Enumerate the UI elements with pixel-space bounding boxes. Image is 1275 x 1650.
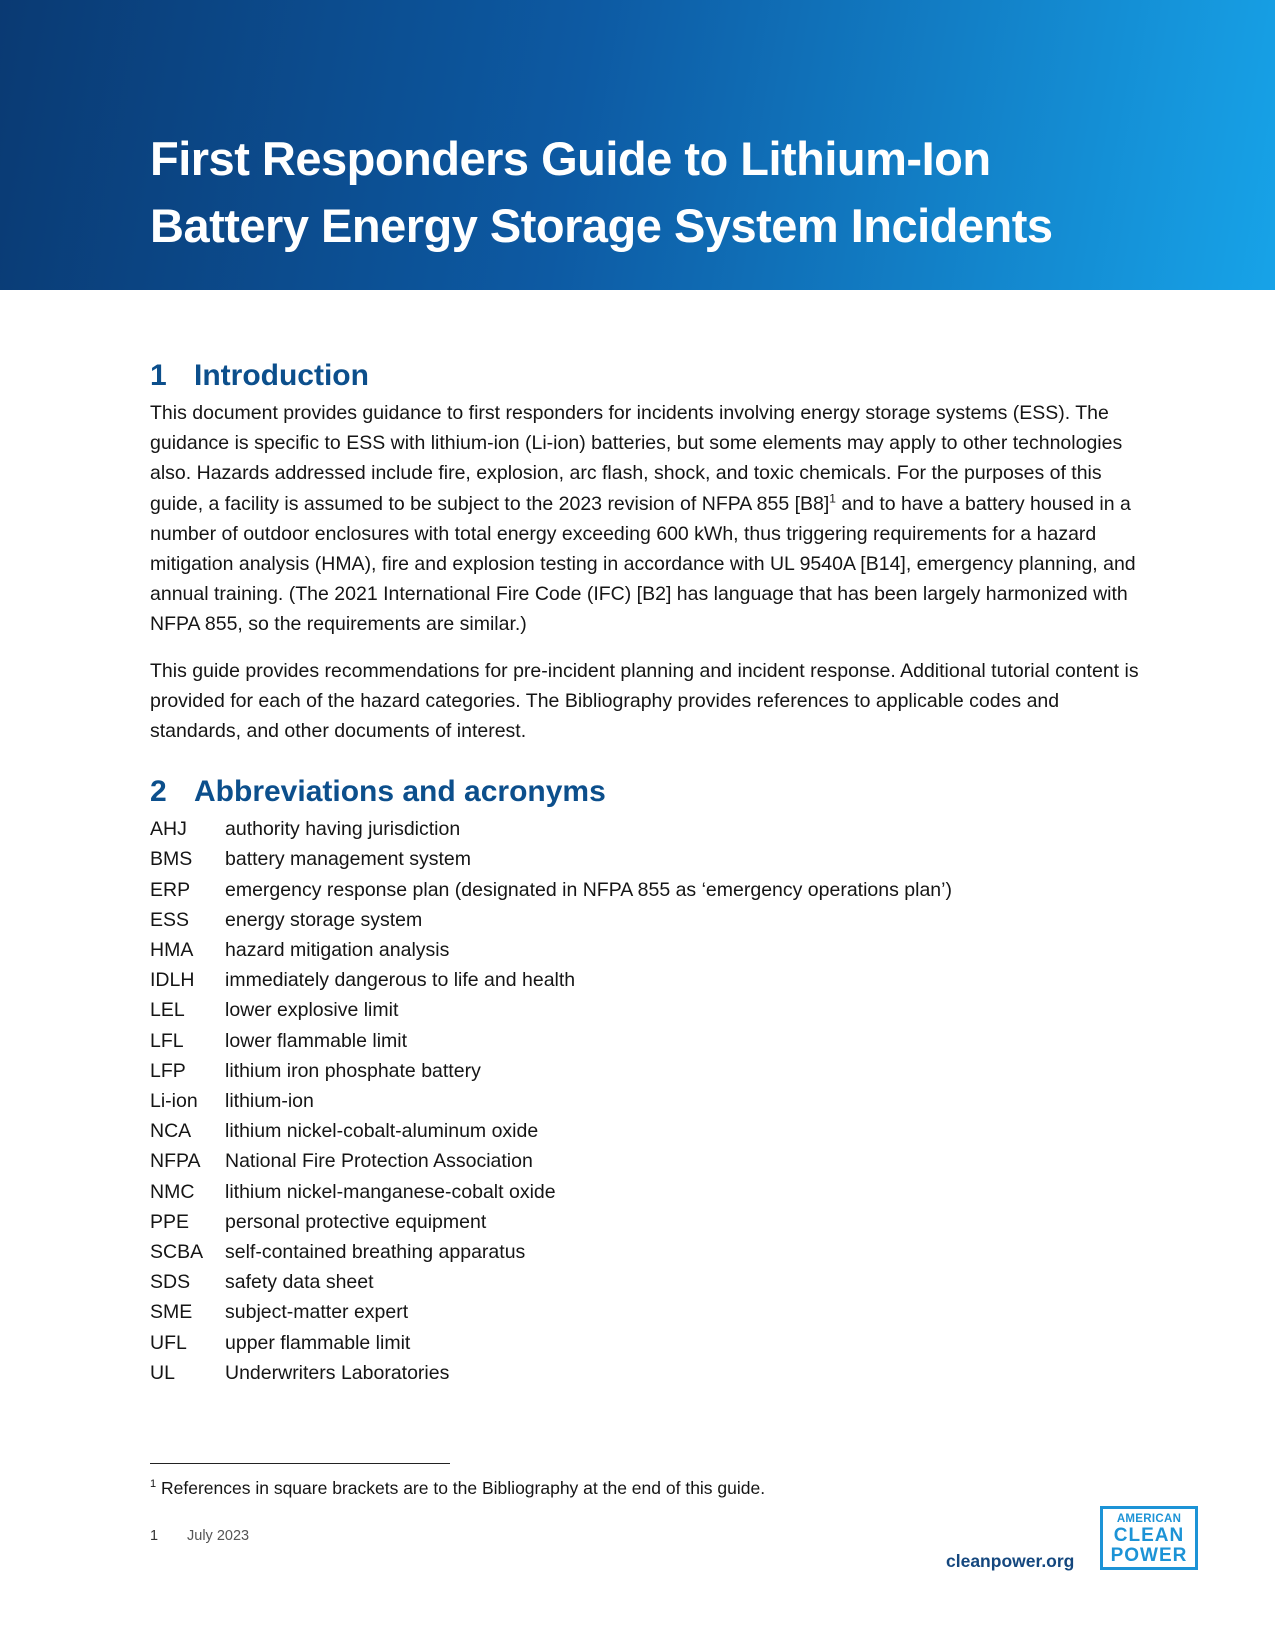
abbreviation-row xyxy=(150,875,1140,905)
section-number: 1 xyxy=(150,359,167,392)
section-heading-abbreviations xyxy=(150,772,1140,812)
abbreviation-term: BMS xyxy=(150,848,193,871)
publication-date: July 2023 xyxy=(187,1528,250,1544)
abbreviation-definition: hazard mitigation analysis xyxy=(225,939,450,962)
section-title: Abbreviations and acronyms xyxy=(194,775,606,809)
logo-text-line-2: CLEAN xyxy=(1113,1525,1185,1546)
abbreviation-definition: lithium nickel-cobalt-aluminum oxide xyxy=(225,1120,539,1143)
abbreviation-term: UFL xyxy=(150,1331,187,1354)
abbreviation-definition: self-contained breathing apparatus xyxy=(225,1241,526,1264)
abbreviation-term: SDS xyxy=(150,1271,191,1294)
footnote xyxy=(150,1476,1050,1500)
abbreviation-row xyxy=(150,965,1140,995)
abbreviation-term: IDLH xyxy=(150,969,195,992)
website-link[interactable]: cleanpower.org xyxy=(946,1551,1075,1571)
abbreviation-term: HMA xyxy=(150,939,194,962)
document-title xyxy=(150,125,1150,259)
abbreviation-definition: lithium-ion xyxy=(225,1090,314,1113)
abbreviation-row xyxy=(150,1297,1140,1327)
abbreviation-row xyxy=(150,1056,1140,1086)
abbreviation-term: AHJ xyxy=(150,818,187,841)
footnote-reference: 1 xyxy=(829,491,836,506)
abbreviation-term: SCBA xyxy=(150,1241,204,1264)
section-number: 2 xyxy=(150,775,167,809)
abbreviation-definition: immediately dangerous to life and health xyxy=(225,969,576,992)
intro-paragraph-1-text-b: and to have a battery housed in a number of outdoor enclosures with total energy exceeding 600 kWh, thus triggering requirements for a hazard mitigation analysis (HMA), fire and explosion testing in accordance with UL 9540A [B14], emergency planning, and annual training. (The 2021 International Fire Code (IFC) [B2] has language that has been largely harmonized with NFPA 855, so the requirements are similar.) xyxy=(150,492,1136,636)
abbreviation-definition: battery management system xyxy=(225,848,472,871)
abbreviation-definition: energy storage system xyxy=(225,908,423,931)
footnote-marker: 1 xyxy=(150,1478,157,1491)
abbreviation-definition: emergency response plan (designated in NFPA 855 as ‘emergency operations plan’) xyxy=(225,878,952,901)
document-title-line-2: Battery Energy Storage System Incidents xyxy=(150,199,1053,252)
abbreviation-term: ESS xyxy=(150,908,190,931)
document-title-line-1: First Responders Guide to Lithium-Ion xyxy=(150,132,991,185)
abbreviation-term: PPE xyxy=(150,1210,190,1233)
abbreviation-term: ERP xyxy=(150,878,191,901)
abbreviation-definition: safety data sheet xyxy=(225,1271,374,1294)
abbreviation-row xyxy=(150,1086,1140,1116)
logo-text-line-3: POWER xyxy=(1110,1545,1188,1566)
abbreviation-row xyxy=(150,995,1140,1025)
abbreviation-row xyxy=(150,1237,1140,1267)
intro-paragraph-1 xyxy=(150,398,1140,640)
abbreviation-row xyxy=(150,1026,1140,1056)
abbreviation-definition: lower flammable limit xyxy=(225,1029,408,1052)
intro-paragraph-2: This guide provides recommendations for pre-incident planning and incident response. Additional tutorial content is provided for each of the hazard categories. The Bibliography provides references to applicable codes and standards, and other documents of interest. xyxy=(150,659,1139,743)
abbreviation-term: NCA xyxy=(150,1120,192,1143)
abbreviation-term: LFL xyxy=(150,1029,184,1052)
abbreviation-row xyxy=(150,1116,1140,1146)
footnote-text: References in square brackets are to the Bibliography at the end of this guide. xyxy=(156,1478,766,1498)
abbreviation-term: Li-ion xyxy=(150,1090,198,1113)
abbreviation-definition: lithium nickel-manganese-cobalt oxide xyxy=(225,1180,556,1203)
section-heading-introduction xyxy=(150,356,1140,396)
abbreviation-definition: Underwriters Laboratories xyxy=(225,1361,450,1384)
abbreviation-definition: lower explosive limit xyxy=(225,999,399,1022)
abbreviation-row xyxy=(150,814,1140,844)
abbreviation-definition: upper flammable limit xyxy=(225,1331,411,1354)
abbreviation-term: LEL xyxy=(150,999,185,1022)
abbreviation-definition: subject-matter expert xyxy=(225,1301,409,1324)
abbreviation-row xyxy=(150,844,1140,874)
abbreviation-row xyxy=(150,1177,1140,1207)
abbreviation-definition: personal protective equipment xyxy=(225,1210,487,1233)
abbreviation-list xyxy=(150,814,1140,1388)
abbreviation-term: NMC xyxy=(150,1180,195,1203)
american-clean-power-logo xyxy=(1100,1506,1198,1570)
abbreviation-term: NFPA xyxy=(150,1150,201,1173)
abbreviation-row xyxy=(150,1358,1140,1388)
logo-text-line-1: AMERICAN xyxy=(1116,1513,1182,1525)
abbreviation-row xyxy=(150,1207,1140,1237)
abbreviation-definition: authority having jurisdiction xyxy=(225,818,461,841)
intro-paragraph-1-text-a: This document provides guidance to first responders for incidents involving energy storage systems (ESS). The guidance is specific to ESS with lithium-ion (Li-ion) batteries, but some elements may apply to other technologies also. Hazards addressed include fire, explosion, arc flash, shock, and toxic chemicals. For the purposes of this guide, a facility is assumed to be subject to the 2023 revision of NFPA 855 [B8] xyxy=(150,402,1123,515)
title-banner xyxy=(0,0,1275,290)
main-content xyxy=(150,356,1140,1388)
abbreviation-row xyxy=(150,905,1140,935)
abbreviation-term: UL xyxy=(150,1361,175,1384)
abbreviation-term: LFP xyxy=(150,1059,186,1082)
abbreviation-row xyxy=(150,1267,1140,1297)
footnote-divider xyxy=(150,1463,450,1464)
abbreviation-row xyxy=(150,1146,1140,1176)
abbreviation-row xyxy=(150,935,1140,965)
abbreviation-definition: lithium iron phosphate battery xyxy=(225,1059,481,1082)
section-title: Introduction xyxy=(194,359,369,392)
page-number: 1 xyxy=(150,1528,159,1544)
abbreviation-definition: National Fire Protection Association xyxy=(225,1150,533,1173)
abbreviation-term: SME xyxy=(150,1301,193,1324)
abbreviation-row xyxy=(150,1328,1140,1358)
